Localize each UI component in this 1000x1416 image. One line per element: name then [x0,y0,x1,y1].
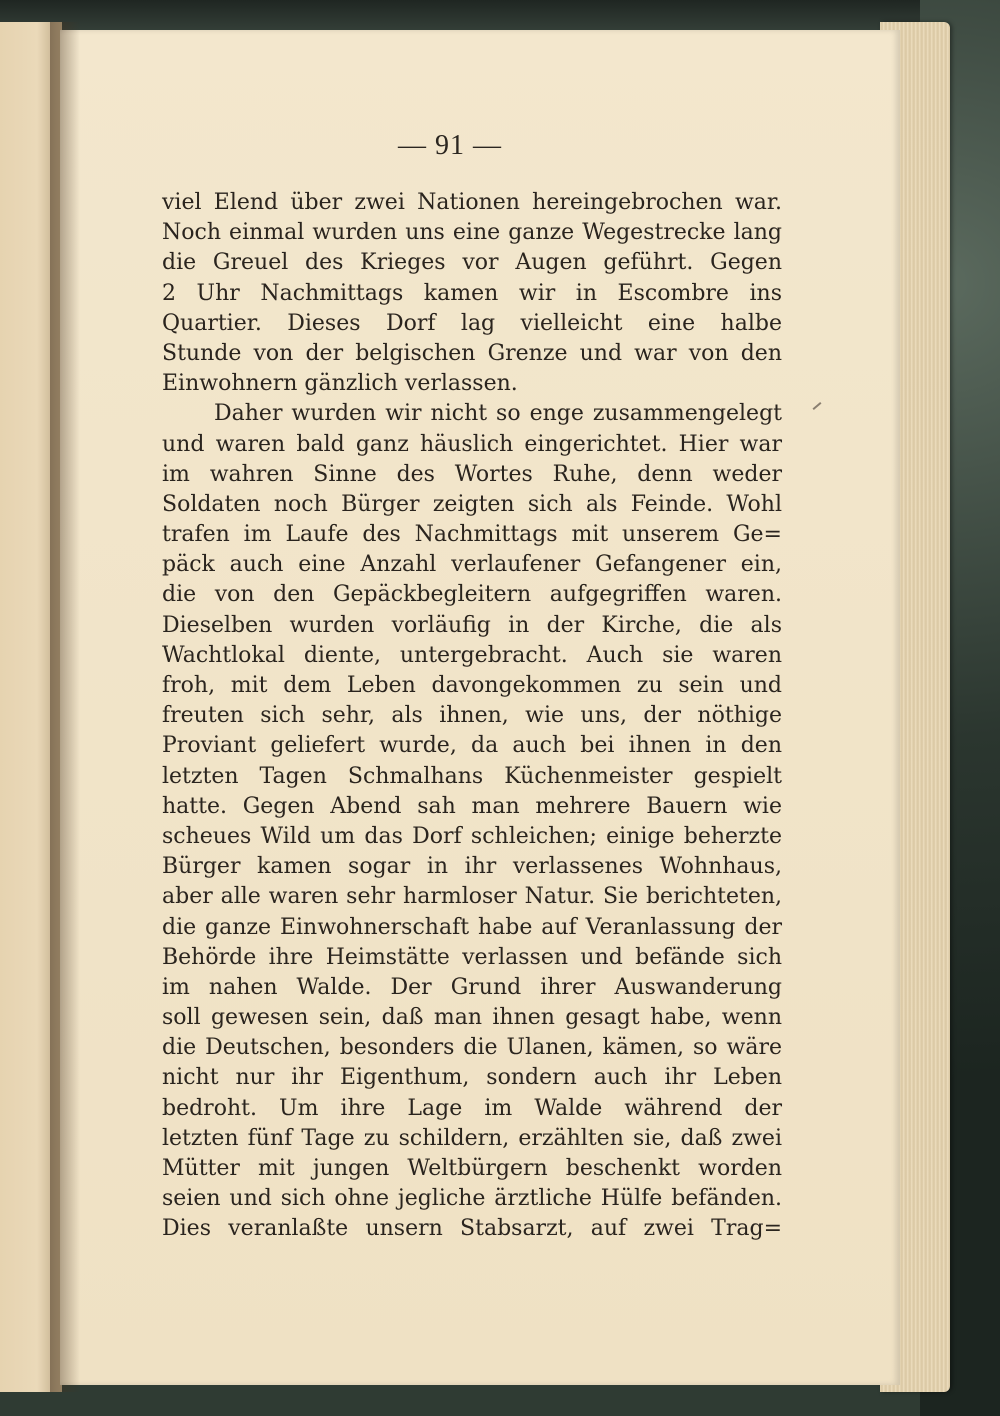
text-line: bedroht. Um ihre Lage im Walde während der [162,1095,782,1121]
text-line: letzten Tagen Schmalhans Küchenmeister gespielt [162,763,782,789]
text-line: viel Elend über zwei Nationen hereingebrochen war. [162,190,782,215]
text-line: trafen im Laufe des Nachmittags mit unserem Ge= [162,522,782,548]
text-line: 2 Uhr Nachmittags kamen wir in Escombre ins [162,280,782,306]
text-line: die von den Gepäckbegleitern aufgegriffen waren. [162,582,782,608]
text-line: Soldaten noch Bürger zeigten sich als Feinde. Wohl [162,491,782,517]
text-line: Einwohnern gänzlich verlassen. [162,371,518,397]
text-line: die Deutschen, besonders die Ulanen, kämen, so wäre [162,1035,782,1061]
page-gutter [50,22,80,1392]
text-line: freuten sich sehr, als ihnen, wie uns, der nöthige [162,703,782,729]
text-line: hatte. Gegen Abend sah man mehrere Bauern wie [162,793,782,819]
text-line: im nahen Walde. Der Grund ihrer Auswanderung [162,974,782,1000]
text-line: froh, mit dem Leben davongekommen zu sein und [162,673,782,698]
text-line: päck auch eine Anzahl verlaufener Gefangener ein, [162,552,782,578]
text-line: Proviant geliefert wurde, da auch bei ihnen in den [162,733,782,759]
text-line: Mütter mit jungen Weltbürgern beschenkt worden [162,1156,782,1181]
paragraph-start-line: Daher wurden wir nicht so enge zusammengelegt [214,401,782,427]
text-line: letzten fünf Tage zu schildern, erzählten sie, daß zwei [162,1125,782,1151]
text-line: aber alle waren sehr harmloser Natur. Sie berichteten, [162,884,782,910]
page-number: — 91 — [398,130,502,161]
text-line: nicht nur ihr Eigenthum, sondern auch ihr Leben [162,1065,782,1091]
text-line: Bürger kamen sogar in ihr verlassenes Wohnhaus, [162,854,782,880]
text-line: Quartier. Dieses Dorf lag vielleicht eine halbe [162,310,782,336]
text-line: Noch einmal wurden uns eine ganze Wegestrecke lang [162,220,782,246]
text-line: Wachtlokal diente, untergebracht. Auch sie waren [162,642,782,668]
text-line: Stunde von der belgischen Grenze und war von den [162,340,782,366]
text-line: Dieselben wurden vorläufig in der Kirche, die als [162,612,782,638]
text-line: die Greuel des Krieges vor Augen geführt. Gegen [162,250,782,276]
text-line: die ganze Einwohnerschaft habe auf Veranlassung der [162,914,782,940]
text-line: seien und sich ohne jegliche ärztliche Hülfe befänden. [162,1186,782,1212]
text-line: Dies veranlaßte unsern Stabsarzt, auf zwei Trag= [162,1216,782,1242]
text-line: soll gewesen sein, daß man ihnen gesagt habe, wenn [162,1005,782,1031]
text-line: und waren bald ganz häuslich eingerichtet. Hier war [162,431,782,457]
text-line: im wahren Sinne des Wortes Ruhe, denn weder [162,461,782,487]
text-line: scheues Wild um das Dorf schleichen; einige beherzte [162,823,782,849]
text-line: Behörde ihre Heimstätte verlassen und befände sich [162,944,782,970]
body-text [162,188,782,1245]
